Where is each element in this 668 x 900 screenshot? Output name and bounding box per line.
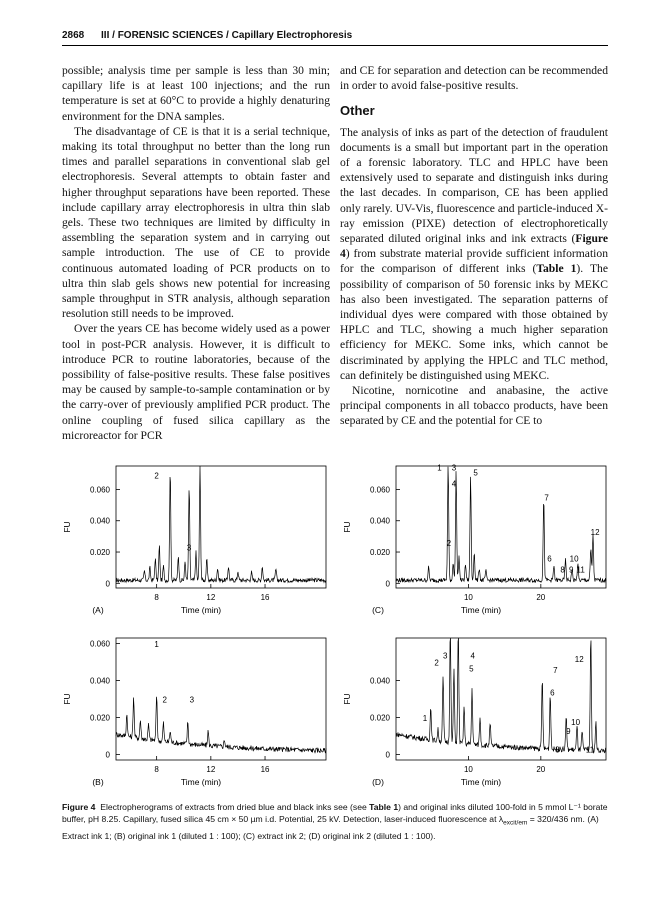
trace-line [116,697,326,753]
peak-label: 4 [451,479,457,489]
figure-4 [56,452,616,802]
panel-label: (C) [372,605,384,615]
x-tick-label: 12 [206,765,216,774]
y-axis-label: FU [342,693,352,705]
plot-frame [396,463,606,588]
peak-label: 2 [434,658,439,668]
x-tick-label: 20 [536,593,546,602]
y-axis-label: FU [342,521,352,533]
peak-label: 3 [189,695,195,705]
x-axis-label: Time (min) [460,777,502,787]
peak-label: 8 [555,745,560,755]
running-header [62,30,608,44]
caption-label: Figure 4 [62,802,96,812]
peak-label: 11 [585,745,595,755]
peak-label: 4 [470,651,475,661]
plot-frame [116,466,326,588]
figure-4-ref: Figure 4 [340,232,608,261]
x-tick-label: 16 [260,593,270,602]
y-tick-label: 0.040 [369,676,390,686]
x-tick-label: 8 [154,765,159,774]
y-tick-label: 0 [385,579,390,589]
table-1-ref: Table 1 [536,262,577,276]
peak-label: 2 [162,695,168,705]
caption-text-b: ) and original inks diluted 100-fold in 5 mmol L⁻¹ borate buffer, pH 8.25. Capillary, fused silica 45 cm × 50 µm i.d. Potential, 25 kV. Detection, laser-induced fluorescence at λ [62,802,608,824]
peak-label: 12 [574,655,584,665]
trace-line [116,466,326,582]
y-tick-label: 0.060 [89,639,110,649]
x-tick-label: 12 [206,593,216,602]
y-tick-label: 0.020 [369,713,390,723]
peak-label: 7 [553,666,558,676]
y-tick-label: 0.040 [89,676,110,686]
peak-label: 10 [571,717,581,727]
y-tick-label: 0.020 [89,548,110,558]
peak-label: 1 [437,463,442,473]
peak-label: 7 [544,493,549,503]
panel-c [336,452,616,627]
panel-d [336,624,616,799]
chart-b [56,624,336,794]
x-tick-label: 20 [536,765,546,774]
right-column [340,63,608,429]
peak-label: 11 [576,565,585,575]
peak-label: 10 [569,554,579,564]
chart-a [56,452,336,622]
caption-table-ref: Table 1 [369,802,399,812]
x-tick-label: 10 [463,765,473,774]
y-tick-label: 0.060 [89,485,110,495]
running-title: III / FORENSIC SCIENCES / Capillary Electrophoresis [101,30,353,41]
x-tick-label: 16 [260,765,270,774]
section-heading-other: Other [340,103,375,119]
caption-text-a: Electropherograms of extracts from dried blue and black inks see (see [100,802,370,812]
p2-text-c: ). The possibility of comparison of 50 forensic inks by MEKC has also been investigated. The separation patterns of individual dyes were compared with those obtained by HPLC and TLC, showing a much higher separation efficiency for MEKC. Some inks, which cannot be discriminated by applying the HPLC and TLC method, can definitely be distinguished using MEKC. [340,262,608,382]
y-tick-label: 0.060 [369,485,390,495]
x-axis-label: Time (min) [180,605,222,615]
right-paragraph-2 [340,125,608,383]
peak-label: 2 [154,471,159,481]
left-paragraph-3: Over the years CE has become widely used as a power tool in post-PCR analysis. However, it is difficult to introduce PCR to routine laboratories, because of the possibility of false-positive results. These false positives may be caused by sample-to-sample contamination or by the carry-over of previously amplified PCR product. The online coupling of fused silica capillary as the microreactor for PCR [62,322,330,442]
p2-text-b: ) from substrate material provide sufficient information for the comparison of different inks ( [340,247,608,276]
x-tick-label: 8 [154,593,159,602]
right-paragraph-1: and CE for separation and detection can be recommended in order to avoid false-positive results. [340,64,608,93]
y-tick-label: 0.040 [369,516,390,526]
p2-text-a: The analysis of inks as part of the detection of fraudulent documents is a small but important part in the operation of a forensic laboratory. TLC and HPLC have been extensively used to separate and distinguish inks during the last decades. In comparison, CE has been applied only rarely. UV-Vis, fluorescence and particle-induced X-ray emission (PIXE) detection of electrophoretically separated diluted original inks and ink extracts ( [340,125,608,246]
peak-label: 3 [443,651,448,661]
y-tick-label: 0 [105,579,110,589]
panel-b [56,624,336,799]
peak-label: 5 [473,468,478,478]
peak-label: 1 [154,640,159,650]
peak-label: 6 [550,688,555,698]
peak-label: 9 [569,565,574,575]
panel-a [56,452,336,627]
y-tick-label: 0 [385,750,390,760]
peak-label: 6 [547,554,552,564]
x-axis-label: Time (min) [180,777,222,787]
peak-label: 8 [560,565,565,575]
y-axis-label: FU [62,693,72,705]
x-tick-label: 10 [463,593,473,602]
panel-label: (B) [92,777,104,787]
page-number: 2868 [62,30,85,41]
caption-text-c: = 320/436 nm. (A) Extract ink 1; (B) original ink 1 (diluted 1 : 100); (C) extract ink 2; (D) original ink 2 (diluted 1 : 100). [62,814,599,841]
caption-subscript: excit/em [503,819,528,827]
chart-d [336,624,616,794]
peak-label: 3 [186,543,192,553]
left-paragraph-1: possible; analysis time per sample is less than 30 min; capillary life is at least 100 injections; and the run temperature is set at 60°C to provide a highly denaturing environment for the DNA samples. [62,64,330,123]
y-tick-label: 0.040 [89,516,110,526]
figure-caption [62,801,612,842]
peak-label: 12 [590,527,600,537]
y-tick-label: 0.020 [89,713,110,723]
left-paragraph-2: The disadvantage of CE is that it is a serial technique, making its total throughput no better than the long run times and parallel separations in conventional slab gel electrophoresis. Several attempts to obtain faster and higher throughput separations have been reported. These include capillary array electrophoresis in ultra thin slab gels. These two techniques are limited by difficulty in assembling the separation system and in carrying out sample introduction. The use of CE to provide continuous automated loading of PCR products on to ultra thin slab gels shows new potential for increasing sample throughput in STR analysis, although separation resolution still needs to be improved. [62,124,330,321]
peak-label: 5 [469,664,474,674]
y-axis-label: FU [62,521,72,533]
peak-label: 9 [566,727,571,737]
y-tick-label: 0.020 [369,548,390,558]
x-axis-label: Time (min) [460,605,502,615]
plot-frame [116,638,326,760]
header-rule [62,45,608,46]
trace-line [396,467,606,583]
peak-label: 3 [451,463,457,473]
right-paragraph-3: Nicotine, nornicotine and anabasine, the active principal components in all tobacco products, have been separated by CE and the potential for CE to [340,384,608,428]
peak-label: 2 [446,538,452,548]
peak-label: 1 [422,714,428,724]
panel-label: (D) [372,777,384,787]
y-tick-label: 0 [105,750,110,760]
chart-c [336,452,616,622]
panel-label: (A) [92,605,104,615]
left-column [62,63,330,443]
